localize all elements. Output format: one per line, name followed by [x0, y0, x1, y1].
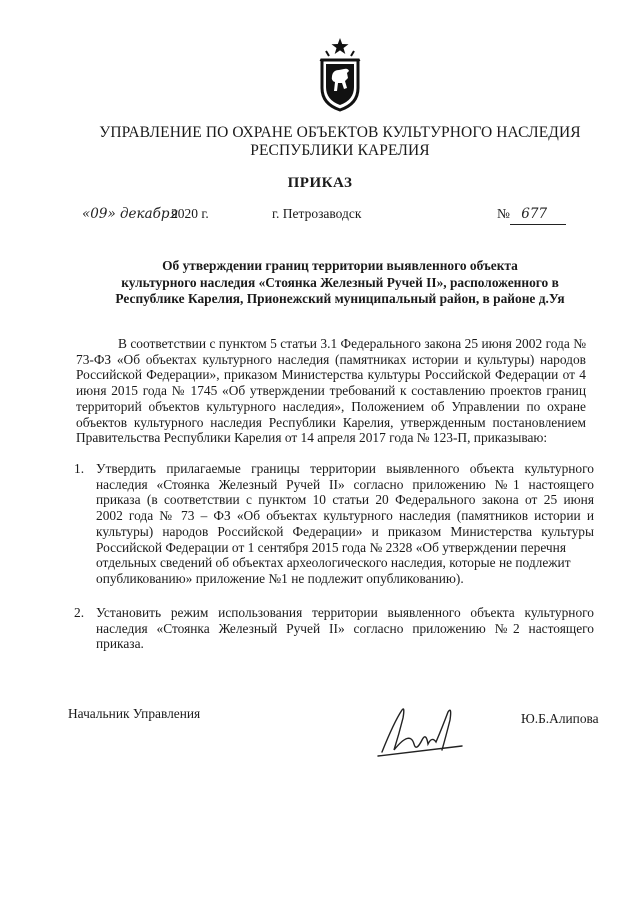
preamble-line: территорий объектов культурного наследия», Положением об Управлении по охране [76, 398, 586, 414]
item-line: Российской Федерации от 1 сентября 2015 года № 2328 «Об утверждении перечня [96, 539, 566, 555]
preamble-paragraph [76, 336, 586, 446]
date-handwritten: «09» декабря [82, 206, 179, 222]
number-label: № [497, 206, 510, 221]
item-line: приказа (в соответствии с пунктом 10 статьи 20 Федерального закона от 25 июня [96, 492, 594, 508]
coat-of-arms-emblem [317, 36, 363, 112]
item-marker: 1. [74, 461, 85, 476]
preamble-line: объектов культурного наследия Республики Карелия, утвержденным постановлением [76, 414, 586, 430]
item-line: 2002 года № 73 – ФЗ «Об объектах культурного наследия (памятников истории и [96, 508, 594, 524]
document-title: ПРИКАЗ [287, 175, 353, 191]
subject-line: Республике Карелия, Прионежский муниципальный район, в районе д.Уя [115, 291, 565, 306]
date-year: 2020 г. [171, 206, 209, 221]
preamble-line: В соответствии с пунктом 5 статьи 3.1 Федерального закона 25 июня 2002 года № [118, 336, 586, 351]
item-line: наследия «Стоянка Железный Ручей II» согласно приложению №1 настоящего [96, 476, 594, 492]
organization-name-line-1: УПРАВЛЕНИЕ ПО ОХРАНЕ ОБЪЕКТОВ КУЛЬТУРНОГО НАСЛЕДИЯ [99, 124, 581, 141]
preamble-line: Российской Федерации», приказом Министерства культуры Российской Федерации от 4 [76, 367, 586, 383]
city: г. Петрозаводск [272, 206, 362, 221]
subject-line: культурного наследия «Стоянка Железный Ручей II», расположенного в [121, 274, 559, 290]
preamble-line: 73-ФЗ «Об объектах культурного наследия (памятниках истории и культуры) народов [76, 351, 586, 367]
subject-line: Об утверждении границ территории выявленного объекта [162, 258, 518, 273]
item-line: Установить режим использования территории выявленного объекта культурного [96, 605, 594, 620]
item-marker: 2. [74, 605, 85, 620]
number-handwritten: 677 [521, 206, 548, 222]
preamble-line: июня 2015 года № 1745 «Об утверждении требований к составлению проектов границ [76, 383, 586, 399]
signatory-title: Начальник Управления [68, 706, 201, 721]
signatory-name: Ю.Б.Алипова [521, 711, 599, 726]
item-line: приказа. [96, 636, 144, 652]
handwritten-signature [372, 700, 472, 762]
organization-name-line-2: РЕСПУБЛИКИ КАРЕЛИЯ [250, 142, 430, 159]
item-line: отдельных сведений об объектах археологического наследия, которые не подлежит [96, 555, 571, 571]
order-item-1 [74, 461, 594, 587]
order-number [497, 206, 547, 222]
order-item-2 [74, 605, 594, 652]
document-subject [60, 258, 620, 308]
item-line: опубликованию» приложение №1 не подлежит опубликованию). [96, 570, 464, 586]
item-line: наследия «Стоянка Железный Ручей II» согласно приложению №2 настоящего [96, 620, 594, 636]
preamble-line: Правительства Республики Карелия от 14 апреля 2017 года № 123-П, приказываю: [76, 430, 548, 446]
number-underline [510, 224, 566, 225]
item-line: культуры) народов Российской Федерации» и приказом Министерства культуры [96, 523, 594, 539]
item-line: Утвердить прилагаемые границы территории выявленного объекта культурного [96, 461, 594, 476]
